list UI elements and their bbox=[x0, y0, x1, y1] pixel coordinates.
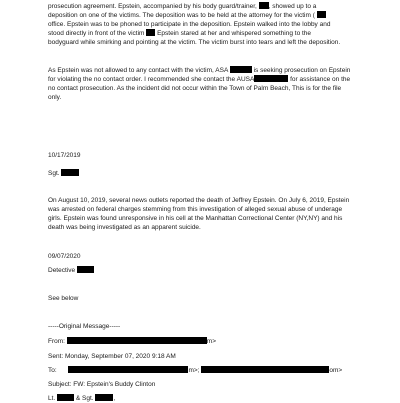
text-line: As Epstein was not allowed to any contact with the victim, ASA bbox=[48, 67, 228, 74]
see-below-text: See below bbox=[48, 295, 79, 302]
redaction-box bbox=[317, 11, 326, 18]
sent-line: Sent: Monday, September 07, 2020 9:18 AM bbox=[48, 353, 176, 360]
to-label: To: bbox=[48, 367, 57, 374]
text-line: bodyguard while smirking and pointing at the victim. The victim burst into tears and left the deposition. bbox=[48, 39, 341, 46]
paragraph-contact-order bbox=[48, 66, 358, 102]
to-separator: m>; bbox=[188, 367, 200, 374]
redaction-box bbox=[77, 266, 94, 273]
signature-title: Sgt. bbox=[48, 170, 60, 177]
text-line: On August 10, 2019, several news outlets reported the death of Jeffrey Epstein. On July 6, 2019, Epstein bbox=[48, 197, 350, 204]
email-to bbox=[48, 366, 358, 375]
entry-date-1 bbox=[48, 151, 358, 160]
redaction-box bbox=[230, 66, 252, 73]
salutation bbox=[48, 394, 358, 403]
redaction-box bbox=[254, 75, 288, 82]
text-line: deposition on one of the victims. The deposition was to be held at the attorney for the victim ( bbox=[48, 12, 315, 19]
text-line: no contact prosecution. As the incident did not occur within the Town of Palm Beach, This is for the file bbox=[48, 85, 342, 92]
entry-date: 10/17/2019 bbox=[48, 152, 81, 159]
from-label: From: bbox=[48, 338, 65, 345]
text-line: was arrested on federal charges stemming from this investigation of alleged sexual abuse of underage bbox=[48, 206, 343, 213]
to-suffix: om> bbox=[329, 367, 343, 374]
text-line: office. Epstein was to be phoned to participate in the deposition. Epstein walked into the lobby and bbox=[48, 21, 331, 28]
redaction-box bbox=[259, 2, 269, 9]
redaction-box bbox=[68, 366, 188, 373]
text-line: death was being investigated as an apparent suicide. bbox=[48, 224, 201, 231]
text-line: prosecution agreement. Epstein, accompanied by his body guard/trainer, bbox=[48, 3, 257, 10]
signature-title: Detective bbox=[48, 267, 76, 274]
text-line: Epstein stared at her and whispered something to the bbox=[157, 30, 312, 37]
salutation-comma: , bbox=[113, 395, 116, 402]
text-line: is seeking prosecution on Epstein bbox=[253, 67, 351, 74]
text-line: girls. Epstein was found unresponsive in his cell at the Manhattan Correctional Center (NY,NY) and his bbox=[48, 215, 343, 222]
email-header bbox=[48, 322, 358, 331]
entry-date: 09/07/2020 bbox=[48, 253, 81, 260]
redaction-box bbox=[61, 169, 79, 176]
paragraph-deposition bbox=[48, 2, 358, 47]
text-line: for assistance on the bbox=[290, 76, 351, 83]
salutation-sgt: & Sgt. bbox=[75, 395, 94, 402]
redaction-box bbox=[146, 29, 155, 36]
entry-signature-2 bbox=[48, 266, 358, 275]
subject-line: Subject: FW: Epstein's Buddy Clinton bbox=[48, 381, 156, 388]
text-line: , showed up to a bbox=[268, 3, 317, 10]
email-from bbox=[48, 337, 358, 346]
email-sent bbox=[48, 352, 358, 361]
original-message-line: -----Original Message----- bbox=[48, 323, 121, 330]
redaction-box bbox=[67, 337, 207, 344]
salutation-lt: Lt. bbox=[48, 395, 56, 402]
email-subject bbox=[48, 380, 358, 389]
entry-signature-1 bbox=[48, 169, 358, 178]
text-line: stood directly in front of the victim bbox=[48, 30, 145, 37]
redaction-box bbox=[201, 366, 329, 373]
text-line: for violating the no contact order. I recommended she contact the AUSA bbox=[48, 76, 255, 83]
text-line: only. bbox=[48, 94, 62, 101]
paragraph-death bbox=[48, 196, 358, 232]
entry-date-2 bbox=[48, 252, 358, 261]
from-suffix: m> bbox=[206, 338, 217, 345]
see-below bbox=[48, 294, 358, 303]
